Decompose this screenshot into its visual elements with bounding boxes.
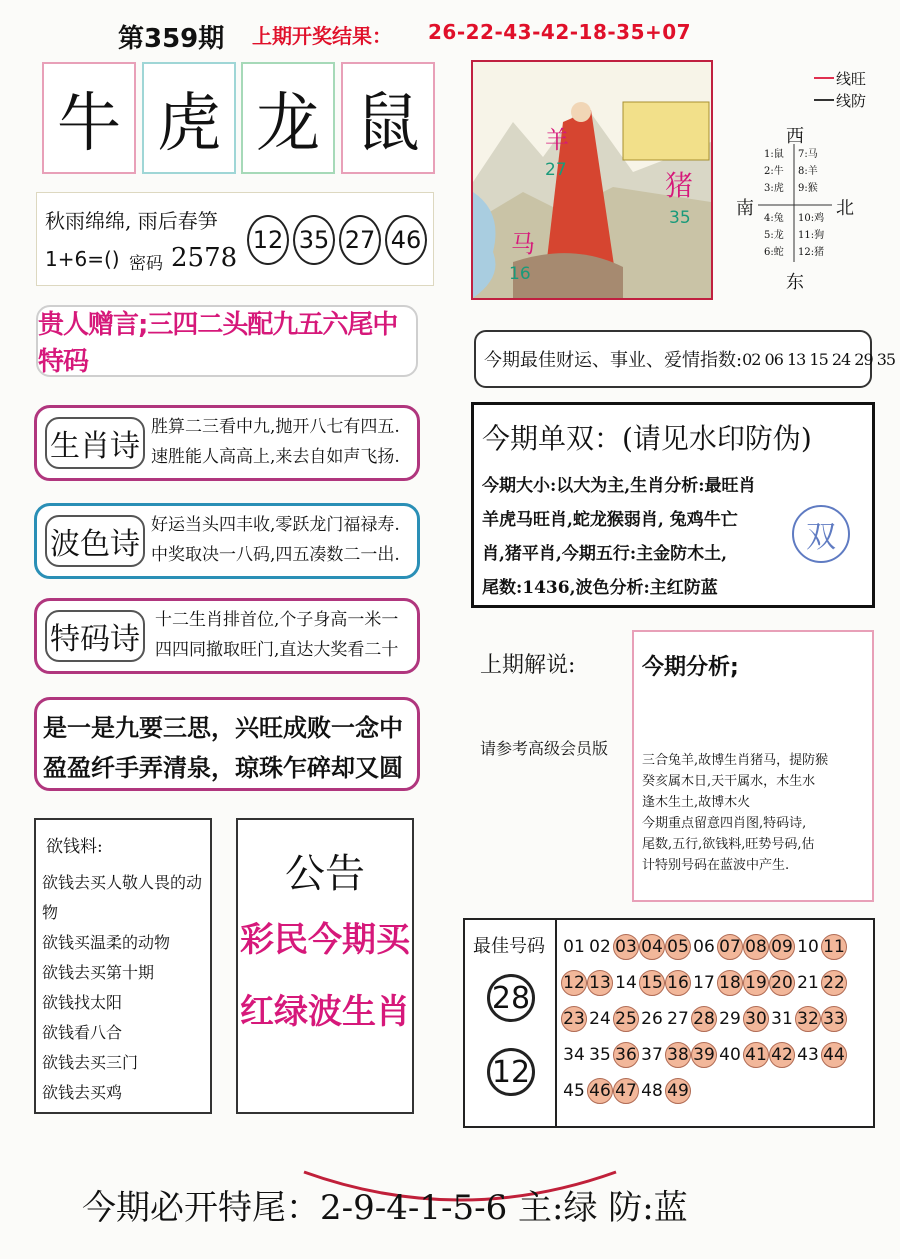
zodiac-char: 牛	[57, 87, 121, 161]
number-cell: 04	[639, 934, 665, 960]
number-cell: 32	[795, 1006, 821, 1032]
best-pick-circle: 28	[487, 974, 535, 1022]
vip-banner	[36, 305, 418, 377]
zodiac-box-4	[341, 62, 435, 174]
poem-zodiac	[34, 405, 420, 481]
number-cell: 31	[771, 1009, 793, 1029]
direction-north: 北	[836, 198, 854, 219]
number-cell: 47	[613, 1078, 639, 1104]
number-cell: 41	[743, 1042, 769, 1068]
number-cell: 26	[641, 1009, 663, 1029]
single-double-title: 今期单双：(请见水印防伪)	[482, 422, 812, 455]
number-cell: 09	[769, 934, 795, 960]
number-cell: 30	[743, 1006, 769, 1032]
proverb-line2: 盈盈纤手弄清泉，琼珠乍碎却又圆	[43, 753, 403, 782]
number-cell: 20	[769, 970, 795, 996]
vip-text: 贵人赠言;三四二头配九五六尾中特码	[38, 310, 398, 377]
analysis-line: 计特别号码在蓝波中产生.	[642, 858, 790, 873]
riddle-number-circle: 46	[385, 215, 427, 265]
best-numbers-box	[463, 918, 875, 1128]
riddle-numbers	[247, 215, 427, 265]
number-cell: 03	[613, 934, 639, 960]
poem-label: 特码诗	[45, 610, 145, 662]
picture-num-sheep: 27	[545, 160, 567, 180]
number-cell: 45	[563, 1081, 585, 1101]
number-cell: 22	[821, 970, 847, 996]
number-cell: 19	[743, 970, 769, 996]
picture-zodiac-pig: 猪	[665, 169, 694, 202]
legend-fang: 线防	[836, 92, 867, 110]
legend-wang: 线旺	[836, 70, 867, 88]
poem-line: 十二生肖排首位,个子身高一米一	[155, 610, 399, 630]
money-item: 欲钱去买三门	[42, 1053, 139, 1072]
last-explain-note: 请参考高级会员版	[480, 739, 609, 758]
number-cell: 49	[665, 1078, 691, 1104]
single-double-box	[471, 402, 875, 608]
poem-line: 好运当头四丰收,零跃龙门福禄寿.	[151, 515, 400, 535]
compass-cell: 11:狗	[798, 230, 825, 241]
zodiac-picture	[471, 60, 713, 300]
number-cell: 36	[613, 1042, 639, 1068]
money-list	[42, 868, 210, 1108]
sd-line: 肖,猪平肖,今期五行:主金防木土,	[482, 544, 728, 564]
money-item: 欲钱去买鸡	[42, 1083, 123, 1102]
poem-color	[34, 503, 420, 579]
code-label: 密码	[129, 254, 163, 274]
number-cell: 10	[797, 937, 819, 957]
analysis-box	[632, 630, 874, 902]
zodiac-box-3	[241, 62, 335, 174]
last-explain-title: 上期解说:	[480, 653, 576, 678]
number-cell: 44	[821, 1042, 847, 1068]
notice-line2: 红绿波生肖	[240, 992, 410, 1032]
number-cell: 07	[717, 934, 743, 960]
number-cell: 33	[821, 1006, 847, 1032]
zodiac-box-2	[142, 62, 236, 174]
picture-num-horse: 16	[509, 264, 531, 284]
footer-text: 今期必开特尾：2-9-4-1-5-6 主:绿 防:蓝	[82, 1188, 688, 1228]
sd-line: 尾数:1436,波色分析:主红防蓝	[482, 578, 718, 598]
best-label: 最佳号码	[473, 936, 545, 957]
picture-zodiac-sheep: 羊	[545, 126, 569, 154]
number-cell: 27	[667, 1009, 689, 1029]
number-cell: 48	[641, 1081, 663, 1101]
proverb-line1: 是一是九要三思，兴旺成败一念中	[43, 713, 403, 742]
number-cell: 01	[563, 937, 585, 957]
stamp-text: 双	[806, 520, 836, 555]
poem-line: 胜算二三看中九,抛开八七有四五.	[151, 417, 400, 437]
money-item: 欲钱去买第十期	[42, 963, 155, 982]
poem-label: 波色诗	[45, 515, 145, 567]
number-cell: 46	[587, 1078, 613, 1104]
number-cell: 23	[561, 1006, 587, 1032]
compass-cell: 8:羊	[798, 166, 818, 177]
number-cell: 24	[589, 1009, 611, 1029]
compass-cell: 4:兔	[764, 213, 784, 224]
money-title: 欲钱料:	[46, 837, 103, 857]
compass-cell: 10:鸡	[798, 213, 825, 224]
analysis-title: 今期分析;	[642, 655, 739, 680]
money-item: 欲钱找太阳	[42, 993, 123, 1012]
notice-title: 公告	[285, 851, 365, 897]
number-cell: 40	[719, 1045, 741, 1065]
analysis-line: 今期重点留意四肖图,特码诗,	[642, 816, 807, 831]
number-cell: 17	[693, 973, 715, 993]
poem-line: 速胜能人高高上,来去自如声飞扬.	[151, 447, 400, 467]
number-cell: 29	[719, 1009, 741, 1029]
number-cell: 21	[797, 973, 819, 993]
notice-box	[236, 818, 414, 1114]
notice-line1: 彩民今期买	[240, 920, 410, 960]
number-cell: 39	[691, 1042, 717, 1068]
number-cell: 06	[693, 937, 715, 957]
number-cell: 16	[665, 970, 691, 996]
compass-col1-top	[764, 146, 784, 197]
proverb-box	[34, 697, 420, 791]
money-item: 欲钱看八合	[42, 1023, 123, 1042]
compass-diagram	[728, 62, 890, 302]
number-cell: 35	[589, 1045, 611, 1065]
zodiac-char: 龙	[256, 87, 320, 161]
number-cell: 25	[613, 1006, 639, 1032]
riddle-number-circle: 12	[247, 215, 289, 265]
compass-col1-bot	[764, 210, 784, 261]
compass-cell: 12:猪	[798, 247, 825, 258]
issue-number: 第359期	[118, 24, 225, 54]
compass-col2-bot	[798, 210, 824, 261]
fortune-box	[474, 330, 896, 388]
picture-num-pig: 35	[669, 208, 691, 228]
watermark-stamp	[792, 505, 850, 563]
code-value: 2578	[171, 243, 238, 273]
poem-label: 生肖诗	[45, 417, 145, 469]
number-cell: 42	[769, 1042, 795, 1068]
last-result-label: 上期开奖结果：	[252, 24, 392, 48]
zodiac-box-1	[42, 62, 136, 174]
riddle-box	[36, 192, 434, 286]
compass-cell: 2:牛	[764, 166, 784, 177]
number-cell: 34	[563, 1045, 585, 1065]
compass-cell: 1:鼠	[764, 149, 784, 160]
number-cell: 12	[561, 970, 587, 996]
analysis-line: 三合兔羊,故博生肖猪马，提防猴	[642, 753, 829, 768]
riddle-number-circle: 35	[293, 215, 335, 265]
number-cell: 15	[639, 970, 665, 996]
direction-south: 南	[736, 198, 754, 219]
zodiac-char: 鼠	[356, 87, 420, 161]
money-item: 欲钱买温柔的动物	[42, 933, 171, 952]
sd-line: 今期大小:以大为主,生肖分析:最旺肖	[482, 476, 756, 496]
number-grid	[561, 934, 869, 1104]
best-pick-circle: 12	[487, 1048, 535, 1096]
last-result-numbers: 26-22-43-42-18-35+07	[428, 20, 692, 44]
number-cell: 05	[665, 934, 691, 960]
number-cell: 37	[641, 1045, 663, 1065]
analysis-line: 癸亥属木日,天干属水，木生水	[642, 774, 816, 789]
direction-west: 西	[786, 126, 804, 147]
number-cell: 18	[717, 970, 743, 996]
number-cell: 13	[587, 970, 613, 996]
number-cell: 11	[821, 934, 847, 960]
fortune-numbers: 02 06 13 15 24 29 35	[742, 349, 896, 369]
number-cell: 08	[743, 934, 769, 960]
compass-col2-top	[798, 146, 818, 197]
number-cell: 14	[615, 973, 637, 993]
analysis-line: 尾数,五行,欲钱料,旺势号码,估	[642, 837, 815, 852]
sd-line: 羊虎马旺肖,蛇龙猴弱肖, 兔鸡牛亡	[482, 510, 738, 530]
riddle-line1: 秋雨绵绵, 雨后春笋	[45, 209, 218, 233]
poem-special	[34, 598, 420, 674]
compass-cell: 7:马	[798, 149, 818, 160]
riddle-number-circle: 27	[339, 215, 381, 265]
poem-line: 中奖取决一八码,四五凑数二一出.	[151, 545, 400, 565]
number-cell: 43	[797, 1045, 819, 1065]
number-cell: 02	[589, 937, 611, 957]
analysis-lines	[642, 750, 828, 876]
riddle-line2: 1+6=()	[45, 247, 120, 271]
compass-cell: 3:虎	[764, 183, 784, 194]
compass-cell: 5:龙	[764, 230, 784, 241]
money-item: 欲钱去买人敬人畏的动物	[42, 873, 203, 922]
fortune-label: 今期最佳财运、事业、爱情指数:	[484, 350, 743, 371]
zodiac-char: 虎	[157, 87, 221, 161]
picture-zodiac-horse: 马	[511, 230, 535, 258]
direction-east: 东	[786, 272, 804, 293]
analysis-line: 逢木生土,故博木火	[642, 795, 751, 810]
number-cell: 38	[665, 1042, 691, 1068]
number-cell: 28	[691, 1006, 717, 1032]
poem-line: 四四同撤取旺门,直达大奖看二十	[155, 640, 399, 660]
money-box	[34, 818, 212, 1114]
compass-cell: 6:蛇	[764, 247, 784, 258]
compass-cell: 9:猴	[798, 183, 818, 194]
best-left-panel	[465, 920, 557, 1126]
